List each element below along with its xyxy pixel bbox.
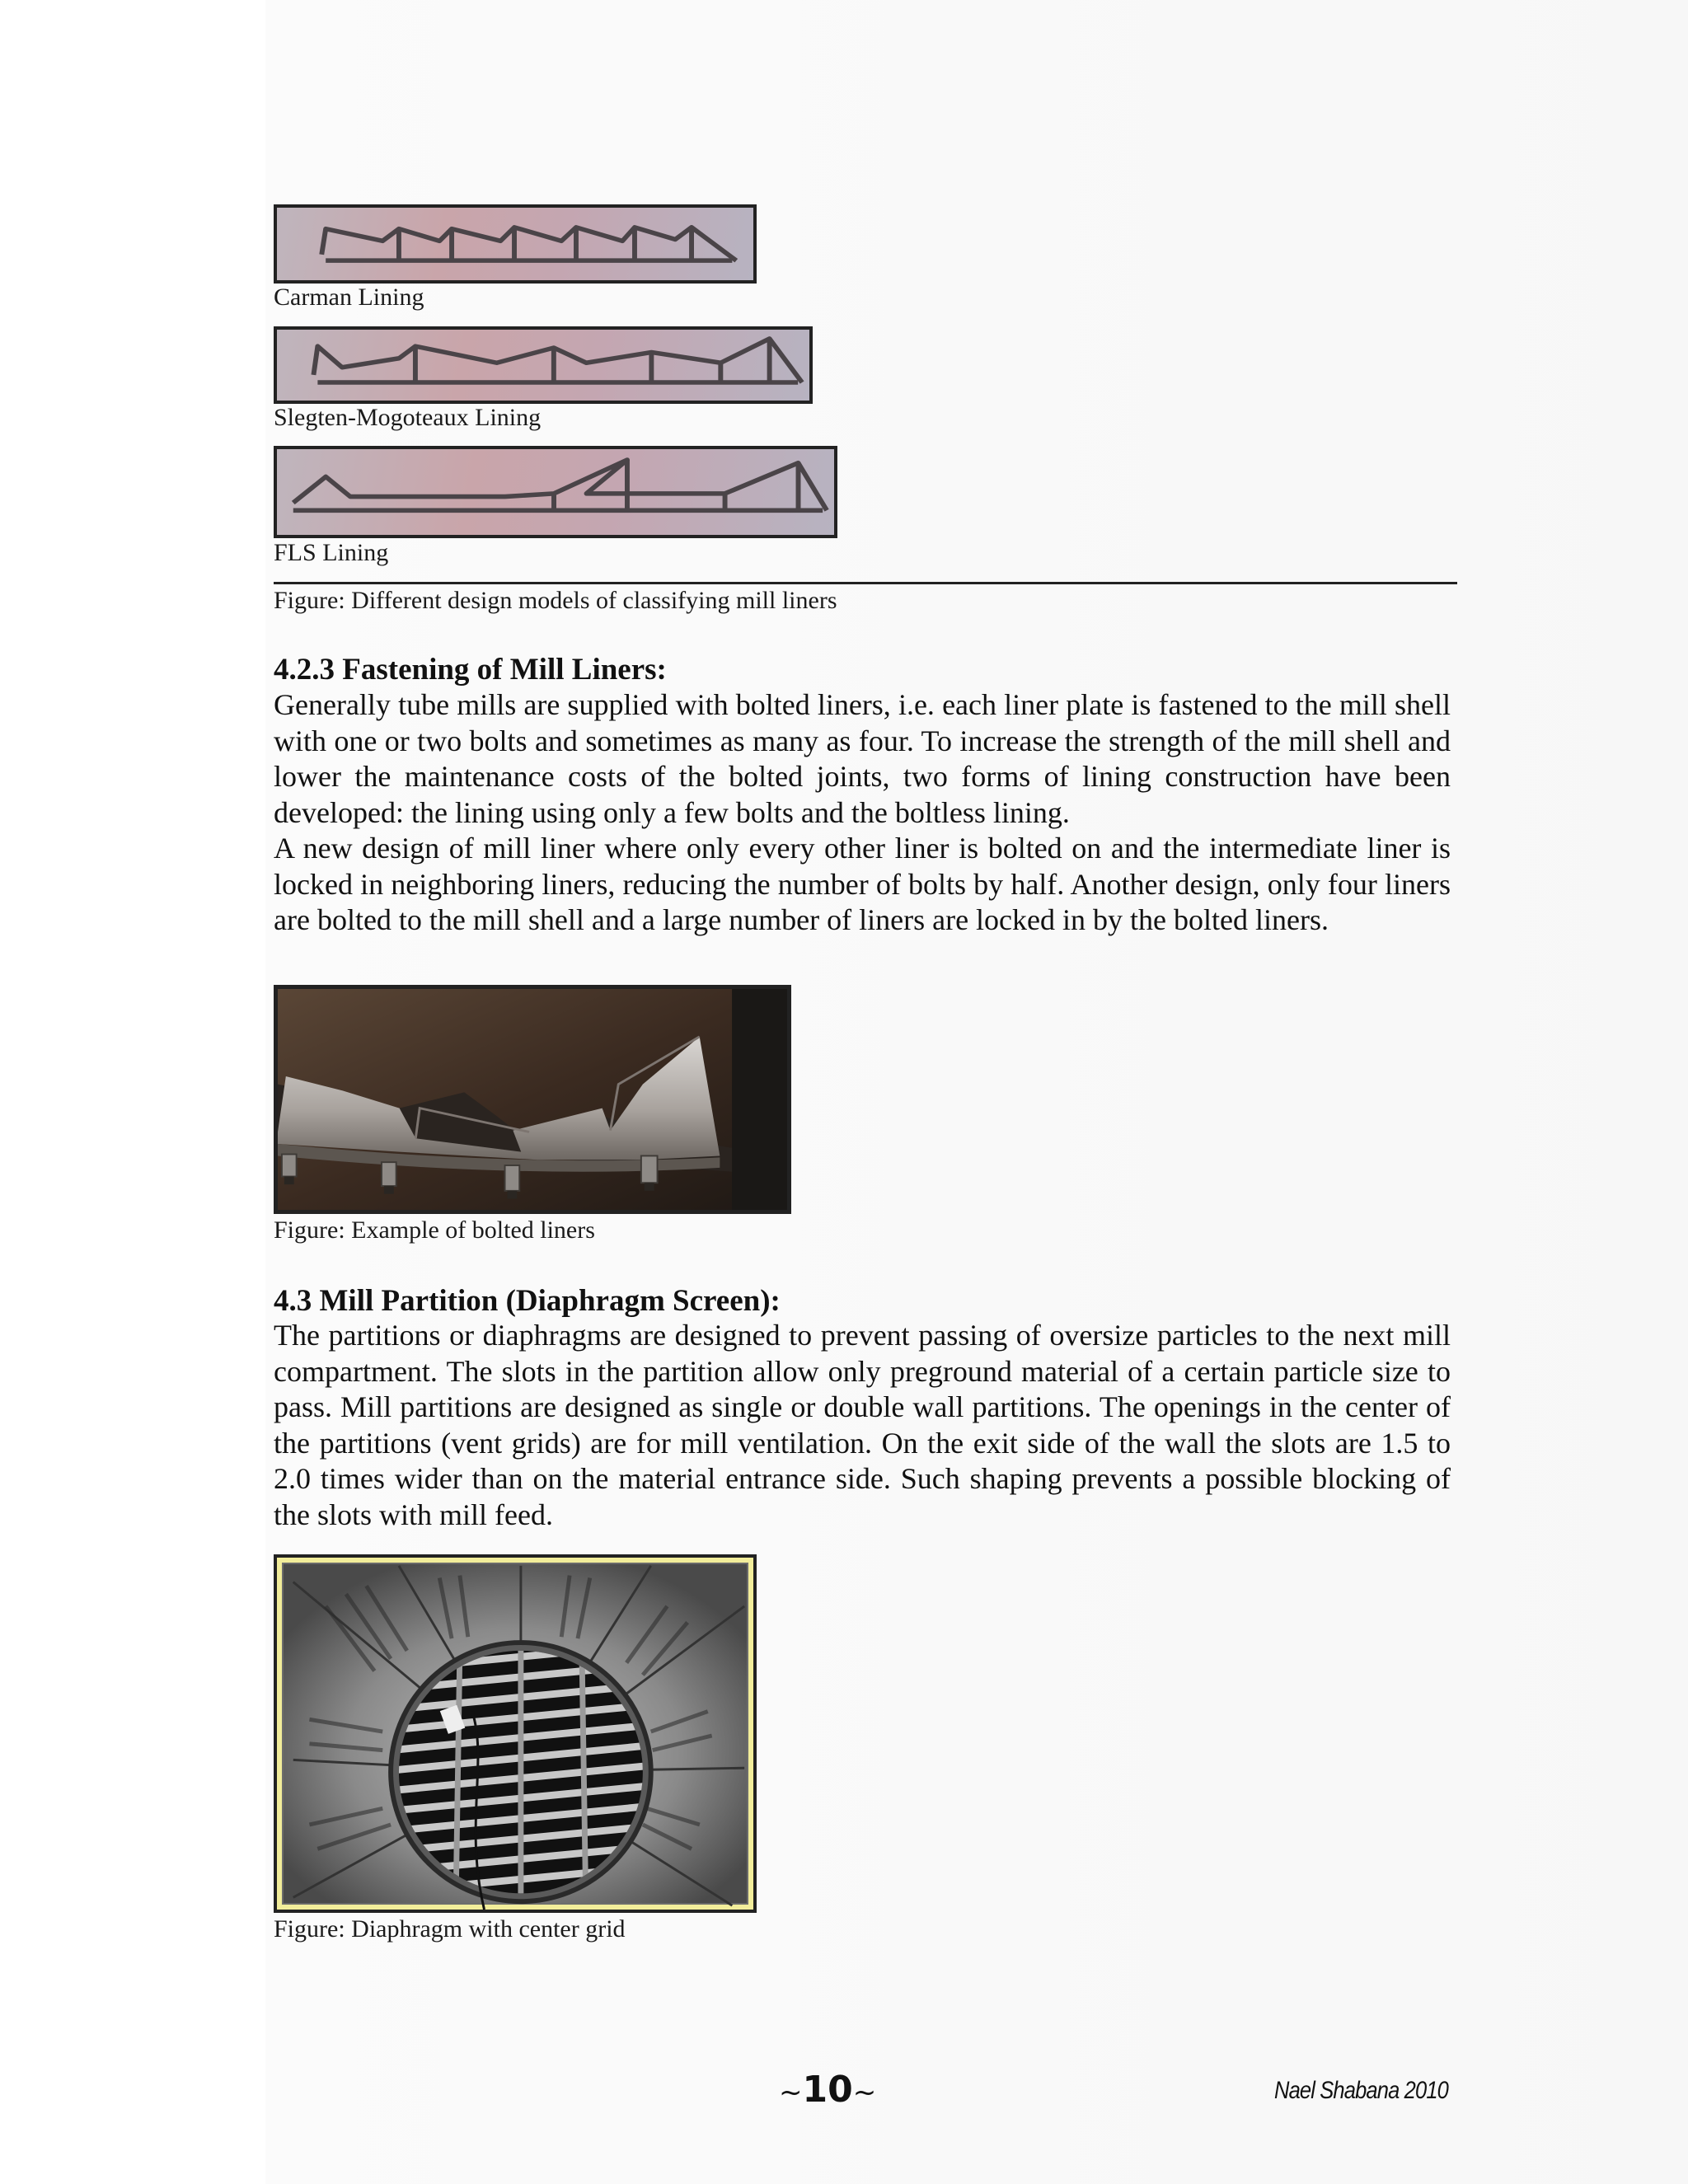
page-number-tilde-left: ~ — [779, 2076, 803, 2109]
fls-lining-image — [274, 446, 837, 538]
diaphragm-caption: Figure: Diaphragm with center grid — [274, 1915, 626, 1943]
page-number — [779, 2069, 876, 2111]
bolted-liners-photo — [274, 985, 791, 1214]
page-number-tilde-right: ~ — [852, 2076, 877, 2109]
section-423-paragraph-2: A new design of mill liner where only every other liner is bolted on and the intermediate liner is locked in neighboring liners, reducing the number of bolts by half. Another design, only four liners are bolted to the mill shell and a large number of liners are locked in by the bolted liners. — [274, 832, 1451, 936]
footer-author: Nael Shabana 2010 — [1274, 2077, 1448, 2104]
liner-models-figure-caption: Figure: Different design models of classifying mill liners — [274, 587, 837, 614]
section-423-heading: 4.2.3 Fastening of Mill Liners: — [274, 653, 667, 687]
slegten-mogoteaux-lining-image — [274, 326, 813, 404]
figure-divider — [274, 582, 1457, 584]
section-43-heading: 4.3 Mill Partition (Diaphragm Screen): — [274, 1284, 781, 1318]
carman-lining-image — [274, 204, 757, 284]
carman-caption: Carman Lining — [274, 284, 424, 311]
slegten-mogoteaux-caption: Slegten-Mogoteaux Lining — [274, 404, 542, 431]
section-423-paragraph-1: Generally tube mills are supplied with bolted liners, i.e. each liner plate is fastened to the mill shell with one or two bolts and sometimes as many as four. To increase the strength of the mill shell and lower the maintenance costs of the bolted joints, two forms of lining construction have been developed: the lining using only a few bolts and the boltless lining. — [274, 688, 1451, 829]
diaphragm-center-grid-photo — [274, 1554, 757, 1913]
page-number-value: 10 — [802, 2069, 853, 2111]
section-43-paragraph: The partitions or diaphragms are designed to prevent passing of oversize particles to the next mill compartment. The slots in the partition allow only preground material of a certain particle size to pass. Mill partitions are designed as single or double wall partitions. The openings in the center of the partitions (vent grids) are for mill ventilation. On the exit side of the wall the slots are 1.5 to 2.0 times wider than on the material entrance side. Such shaping prevents a possible blocking of the slots with mill feed. — [274, 1319, 1451, 1531]
fls-caption: FLS Lining — [274, 539, 389, 566]
bolted-liners-caption: Figure: Example of bolted liners — [274, 1216, 595, 1244]
